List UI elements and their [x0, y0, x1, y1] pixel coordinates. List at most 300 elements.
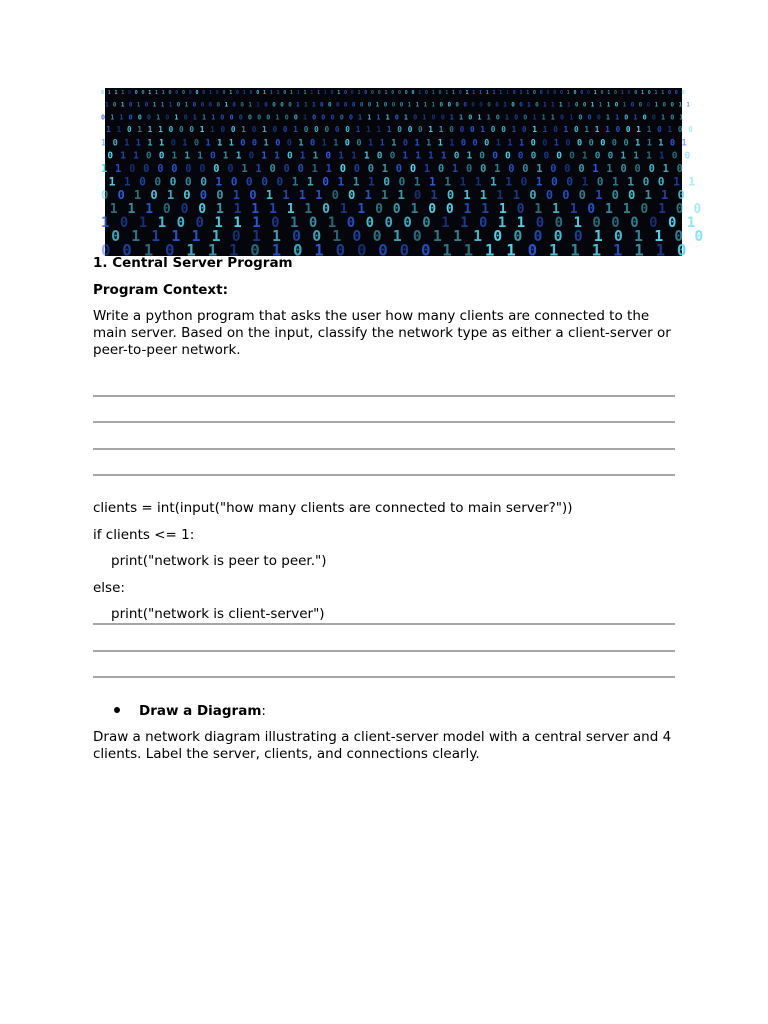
binary-digit: 1	[133, 150, 139, 162]
binary-digit: 1	[143, 240, 154, 260]
binary-digit: 1	[199, 125, 205, 135]
binary-digit: 0	[185, 162, 192, 175]
binary-digit: 1	[415, 150, 421, 162]
binary-digit: 0	[286, 138, 292, 149]
binary-digit: 1	[506, 240, 516, 260]
binary-digit: 1	[229, 90, 233, 96]
binary-digit: 0	[184, 175, 192, 189]
binary-digit: 0	[343, 102, 348, 109]
binary-digit: 0	[269, 162, 276, 175]
binary-digit: 1	[211, 113, 216, 122]
binary-digit: 0	[522, 125, 527, 135]
binary-digit: 1	[646, 150, 652, 162]
binary-digit: 1	[504, 113, 509, 122]
binary-digit: 0	[459, 125, 465, 135]
binary-digit: 1	[494, 162, 501, 175]
binary-digit: 0	[261, 175, 269, 189]
binary-digit: 1	[516, 215, 526, 231]
binary-digit: 1	[145, 202, 154, 217]
binary-digit: 0	[231, 227, 241, 246]
binary-digit: 1	[486, 113, 491, 122]
binary-digit: 1	[205, 138, 211, 149]
binary-digit: 1	[678, 102, 683, 109]
binary-digit: 0	[577, 138, 583, 149]
binary-digit: 0	[479, 102, 483, 109]
binary-digit: 1	[119, 113, 124, 122]
binary-digit: 0	[216, 188, 224, 203]
binary-digit: 1	[431, 102, 436, 109]
binary-digit: 1	[569, 113, 574, 122]
binary-digit: 0	[328, 102, 332, 109]
binary-digit: 0	[490, 125, 496, 135]
binary-digit: 0	[312, 227, 322, 246]
code-line-2: if clients <= 1:	[93, 527, 195, 543]
binary-digit: 1	[248, 102, 252, 109]
binary-digit: 0	[574, 102, 579, 109]
binary-digit: 0	[512, 90, 516, 96]
binary-digit: 1	[570, 240, 580, 260]
binary-digit: 1	[109, 202, 118, 217]
binary-digit: 0	[519, 102, 523, 109]
binary-digit: 1	[615, 113, 620, 122]
binary-digit: 0	[199, 162, 206, 175]
binary-digit: 1	[569, 202, 578, 217]
binary-digit: 0	[310, 138, 316, 149]
binary-digit: 1	[418, 90, 422, 96]
binary-digit: 1	[325, 162, 332, 175]
binary-digit: 0	[677, 125, 683, 135]
binary-digit: 0	[284, 113, 289, 122]
binary-digit: 1	[105, 102, 109, 109]
binary-digit: 1	[612, 175, 619, 189]
binary-digit: 0	[134, 90, 138, 96]
binary-digit: 1	[567, 102, 571, 109]
binary-digit: 0	[425, 90, 429, 96]
binary-digit: 1	[303, 113, 308, 122]
binary-digit: 0	[146, 113, 151, 122]
binary-digit: 1	[655, 240, 666, 260]
binary-digit: 1	[428, 125, 434, 135]
binary-digit: 0	[412, 227, 422, 246]
binary-digit: 1	[211, 227, 221, 246]
binary-digit: 1	[135, 138, 141, 149]
binary-digit: 1	[229, 240, 239, 260]
binary-digit: 1	[222, 150, 229, 162]
binary-digit: 1	[385, 113, 390, 122]
binary-digit: 0	[280, 102, 284, 109]
binary-digit: 0	[182, 90, 186, 96]
code-line-3: print("network is peer to peer.")	[111, 553, 327, 569]
binary-digit: 0	[271, 215, 280, 231]
binary-digit: 1	[303, 90, 307, 96]
binary-digit: 0	[230, 175, 238, 189]
binary-digit: 0	[356, 138, 362, 149]
binary-digit: 1	[606, 102, 611, 109]
binary-digit: 0	[505, 150, 511, 162]
binary-digit: 1	[241, 125, 246, 135]
binary-digit: 1	[306, 175, 314, 189]
binary-digit: 1	[428, 150, 434, 162]
binary-digit: 0	[542, 138, 548, 149]
binary-digit: 1	[235, 150, 242, 162]
binary-digit: 1	[215, 175, 223, 189]
binary-digit: 0	[176, 102, 181, 109]
binary-digit: 0	[230, 125, 236, 135]
binary-digit: 0	[594, 150, 601, 162]
binary-digit: 1	[644, 188, 652, 203]
binary-digit: 0	[391, 102, 396, 109]
binary-digit: 0	[371, 90, 375, 96]
binary-digit: 0	[188, 90, 192, 96]
binary-digit: 1	[171, 150, 178, 162]
binary-digit: 1	[440, 150, 447, 162]
binary-digit: 1	[403, 113, 408, 122]
binary-digit: 1	[114, 90, 118, 96]
binary-digit: 1	[120, 150, 126, 162]
binary-digit: 1	[402, 150, 409, 162]
binary-digit: 1	[186, 240, 196, 260]
binary-digit: 0	[394, 113, 399, 122]
binary-digit: 1	[511, 125, 517, 135]
binary-digit: 0	[283, 162, 290, 175]
binary-digit: 0	[640, 202, 649, 217]
binary-digit: 1	[379, 138, 385, 149]
binary-digit: 1	[233, 215, 242, 231]
binary-digit: 0	[669, 138, 676, 149]
binary-digit: 0	[470, 125, 475, 135]
binary-digit: 1	[123, 175, 131, 189]
binary-digit: 0	[611, 215, 620, 231]
binary-digit: 0	[179, 125, 184, 135]
binary-digit: 1	[310, 90, 314, 96]
binary-digit: 1	[166, 188, 175, 203]
binary-digit: 1	[481, 202, 490, 217]
binary-digit: 1	[472, 90, 476, 96]
binary-digit: 0	[671, 150, 678, 162]
binary-digit: 0	[392, 202, 401, 217]
binary-digit: 1	[661, 90, 665, 96]
binary-digit: 0	[553, 90, 557, 96]
binary-digit: 1	[386, 125, 392, 135]
binary-digit: 1	[485, 90, 489, 96]
binary-digit: 0	[321, 113, 326, 122]
binary-digit: 0	[264, 102, 268, 109]
binary-digit: 0	[674, 227, 684, 246]
binary-digit: 1	[542, 125, 548, 135]
binary-digit: 1	[333, 138, 339, 149]
binary-digit: 1	[101, 215, 110, 231]
binary-digit: 0	[272, 125, 278, 135]
binary-digit: 1	[367, 113, 372, 122]
binary-digit: 0	[282, 125, 288, 135]
binary-digit: 0	[668, 215, 677, 231]
binary-digit: 0	[550, 162, 557, 175]
binary-digit: 0	[520, 175, 528, 189]
binary-digit: 1	[410, 202, 419, 217]
binary-digit: 0	[293, 113, 298, 122]
binary-digit: 0	[421, 240, 431, 260]
binary-digit: 1	[275, 113, 280, 122]
binary-digit: 1	[232, 188, 241, 203]
binary-digit: 1	[437, 138, 443, 149]
binary-digit: 1	[605, 125, 610, 135]
binary-digit: 0	[407, 125, 413, 135]
bullet-label: Draw a Diagram	[139, 703, 262, 719]
answer-line-6	[93, 650, 675, 652]
binary-digit: 0	[122, 240, 132, 260]
binary-digit: 1	[357, 90, 361, 96]
binary-digit: 1	[291, 175, 299, 189]
binary-digit: 1	[661, 113, 666, 122]
binary-digit: 0	[334, 125, 340, 135]
binary-digit: 1	[473, 227, 483, 246]
binary-digit: 1	[210, 125, 215, 135]
binary-digit: 1	[605, 202, 613, 217]
binary-digit: 0	[314, 125, 319, 135]
binary-digit: 0	[353, 162, 360, 175]
binary-digit: 0	[479, 215, 488, 231]
binary-digit: 0	[495, 113, 500, 122]
binary-digit: 1	[686, 215, 696, 231]
binary-digit: 0	[346, 215, 356, 231]
binary-digit: 0	[523, 113, 528, 122]
binary-digit: 0	[592, 215, 601, 231]
binary-digit: 1	[573, 215, 582, 231]
binary-digit: 1	[317, 90, 321, 96]
binary-digit: 1	[131, 227, 141, 246]
binary-digit: 1	[121, 90, 125, 96]
binary-digit: 0	[693, 202, 702, 217]
binary-digit: 1	[459, 113, 464, 122]
binary-digit: 1	[251, 202, 260, 217]
binary-digit: 0	[276, 175, 284, 189]
binary-digit: 0	[625, 125, 631, 135]
binary-digit: 1	[148, 90, 152, 96]
binary-digit: 1	[355, 125, 361, 135]
binary-digit: 1	[633, 113, 638, 122]
binary-digit: 0	[175, 90, 179, 96]
binary-digit: 0	[345, 125, 350, 135]
binary-digit: 1	[296, 102, 300, 109]
binary-digit: 1	[290, 215, 299, 231]
section-heading: 1. Central Server Program	[93, 255, 293, 271]
binary-digit: 1	[452, 162, 459, 175]
binary-digit: 0	[249, 90, 253, 96]
binary-digit: 1	[276, 90, 280, 96]
binary-digit: 1	[566, 90, 570, 96]
binary-digit: 1	[449, 138, 455, 149]
binary-digit: 0	[403, 215, 412, 231]
binary-digit: 0	[565, 138, 571, 149]
binary-digit: 1	[422, 113, 427, 122]
binary-digit: 0	[157, 162, 164, 175]
binary-digit: 0	[624, 113, 629, 122]
binary-digit: 0	[220, 125, 226, 135]
binary-digit: 0	[170, 138, 176, 149]
binary-digit: 0	[562, 188, 570, 203]
binary-digit: 1	[532, 113, 537, 122]
binary-digit: 1	[184, 102, 189, 109]
binary-digit: 1	[116, 125, 122, 135]
binary-digit: 0	[377, 90, 381, 96]
binary-digit: 0	[684, 150, 691, 162]
binary-digit: 0	[578, 162, 585, 175]
binary-digit: 0	[383, 102, 388, 109]
binary-digit: 0	[569, 150, 575, 162]
binary-digit: 1	[323, 90, 327, 96]
binary-digit: 0	[292, 227, 302, 246]
binary-digit: 1	[620, 90, 624, 96]
binary-digit: 1	[622, 202, 631, 217]
binary-digit: 1	[553, 138, 559, 149]
binary-digit: 1	[366, 125, 371, 135]
binary-digit: 1	[137, 125, 143, 135]
binary-digit: 0	[399, 240, 410, 260]
binary-digit: 1	[384, 90, 388, 96]
binary-digit: 1	[155, 90, 159, 96]
binary-digit: 1	[202, 113, 207, 122]
binary-digit: 0	[675, 202, 684, 217]
binary-digit: 0	[556, 150, 563, 162]
binary-digit: 1	[595, 188, 603, 203]
binary-digit: 0	[344, 90, 348, 96]
binary-digit: 1	[286, 202, 295, 217]
diagram-task-description: Draw a network diagram illustrating a client-server model with a central server and 4 clients. Label the server, clients, and connections clearly.	[93, 729, 672, 762]
binary-digit: 0	[222, 90, 226, 96]
binary-digit: 1	[432, 227, 442, 246]
binary-digit: 0	[351, 102, 356, 109]
binary-digit: 0	[560, 90, 564, 96]
binary-digit: 1	[293, 125, 298, 135]
binary-digit: 1	[158, 125, 163, 135]
binary-digit: 0	[587, 113, 592, 122]
binary-digit: 1	[681, 138, 687, 149]
binary-digit: 0	[694, 227, 704, 246]
binary-digit: 0	[248, 150, 255, 162]
binary-digit: 1	[151, 227, 161, 246]
binary-digit: 0	[611, 188, 619, 203]
binary-digit: 1	[296, 90, 300, 96]
binary-digit: 1	[376, 125, 382, 135]
binary-digit: 0	[508, 162, 515, 175]
answer-line-5	[93, 623, 675, 625]
binary-digit: 0	[479, 150, 486, 162]
binary-digit: 0	[308, 215, 318, 231]
binary-digit: 1	[519, 138, 525, 149]
binary-digit: 1	[484, 240, 495, 260]
binary-digit: 0	[513, 227, 523, 246]
binary-digit: 0	[336, 102, 340, 109]
binary-digit: 0	[162, 202, 171, 217]
binary-digit: 0	[344, 138, 350, 149]
binary-digit: 0	[192, 102, 197, 109]
binary-digit: 1	[548, 240, 559, 260]
binary-digit: 1	[228, 138, 234, 149]
binary-digit: 1	[452, 90, 456, 96]
binary-digit: 0	[458, 90, 462, 96]
binary-digit: 1	[290, 90, 294, 96]
binary-digit: 1	[512, 188, 521, 203]
binary-digit: 1	[315, 188, 323, 203]
binary-digit: 0	[137, 113, 142, 122]
binary-digit: 0	[445, 202, 454, 217]
binary-digit: 0	[574, 125, 579, 135]
binary-digit: 0	[378, 240, 388, 260]
binary-digit: 0	[413, 113, 418, 122]
binary-digit: 1	[138, 215, 148, 231]
binary-digit: 1	[506, 90, 510, 96]
binary-digit: 0	[535, 102, 539, 109]
binary-digit: 0	[180, 202, 189, 217]
binary-digit: 0	[176, 215, 186, 231]
binary-digit: 0	[266, 113, 271, 122]
binary-digit: 0	[229, 113, 234, 122]
binary-digit: 1	[171, 227, 181, 246]
binary-digit: 1	[272, 227, 281, 246]
binary-digit: 1	[110, 113, 115, 122]
binary-digit: 0	[484, 138, 490, 149]
binary-digit: 1	[261, 150, 268, 162]
binary-digit: 1	[497, 215, 507, 231]
binary-digit: 0	[472, 138, 478, 149]
binary-digit: 1	[263, 138, 269, 149]
binary-digit: 1	[594, 125, 600, 135]
binary-digit: 0	[564, 162, 571, 175]
binary-digit: 0	[375, 202, 383, 217]
binary-digit: 1	[127, 202, 136, 217]
binary-digit: 0	[677, 188, 685, 203]
binary-digit: 0	[112, 102, 117, 109]
binary-digit: 0	[527, 240, 538, 260]
binary-digit: 1	[314, 240, 324, 260]
binary-digit: 1	[654, 102, 659, 109]
binary-digit: 0	[383, 175, 391, 189]
binary-digit: 1	[426, 138, 432, 149]
binary-digit: 0	[249, 188, 257, 203]
binary-digit: 0	[535, 215, 545, 231]
binary-digit: 0	[331, 188, 339, 203]
bullet-suffix: :	[261, 703, 266, 719]
binary-digit: 0	[600, 90, 604, 96]
binary-digit: 1	[658, 138, 664, 149]
binary-digit: 1	[115, 162, 122, 175]
binary-digit: 0	[101, 240, 111, 260]
binary-digit: 1	[304, 102, 308, 109]
binary-digit: 1	[541, 113, 546, 122]
binary-digit: 1	[381, 162, 389, 175]
binary-digit: 1	[627, 175, 635, 189]
binary-digit: 0	[614, 102, 619, 109]
binary-digit: 0	[402, 138, 409, 149]
binary-digit: 0	[501, 125, 506, 135]
binary-digit: 1	[679, 113, 684, 122]
binary-digit: 0	[183, 113, 188, 122]
binary-digit: 1	[495, 138, 501, 149]
binary-digit: 0	[651, 113, 656, 122]
binary-digit: 0	[413, 188, 422, 203]
binary-digit: 0	[348, 113, 353, 122]
binary-digit: 1	[445, 90, 449, 96]
binary-digit: 1	[496, 188, 504, 203]
binary-digit: 1	[182, 138, 188, 149]
binary-digit: 0	[128, 113, 133, 122]
binary-digit: 0	[553, 227, 563, 246]
binary-digit: 1	[635, 138, 641, 149]
binary-digit: 1	[241, 162, 248, 175]
binary-digit: 1	[591, 240, 602, 260]
binary-digit: 0	[216, 102, 221, 109]
binary-digit: 0	[350, 90, 354, 96]
